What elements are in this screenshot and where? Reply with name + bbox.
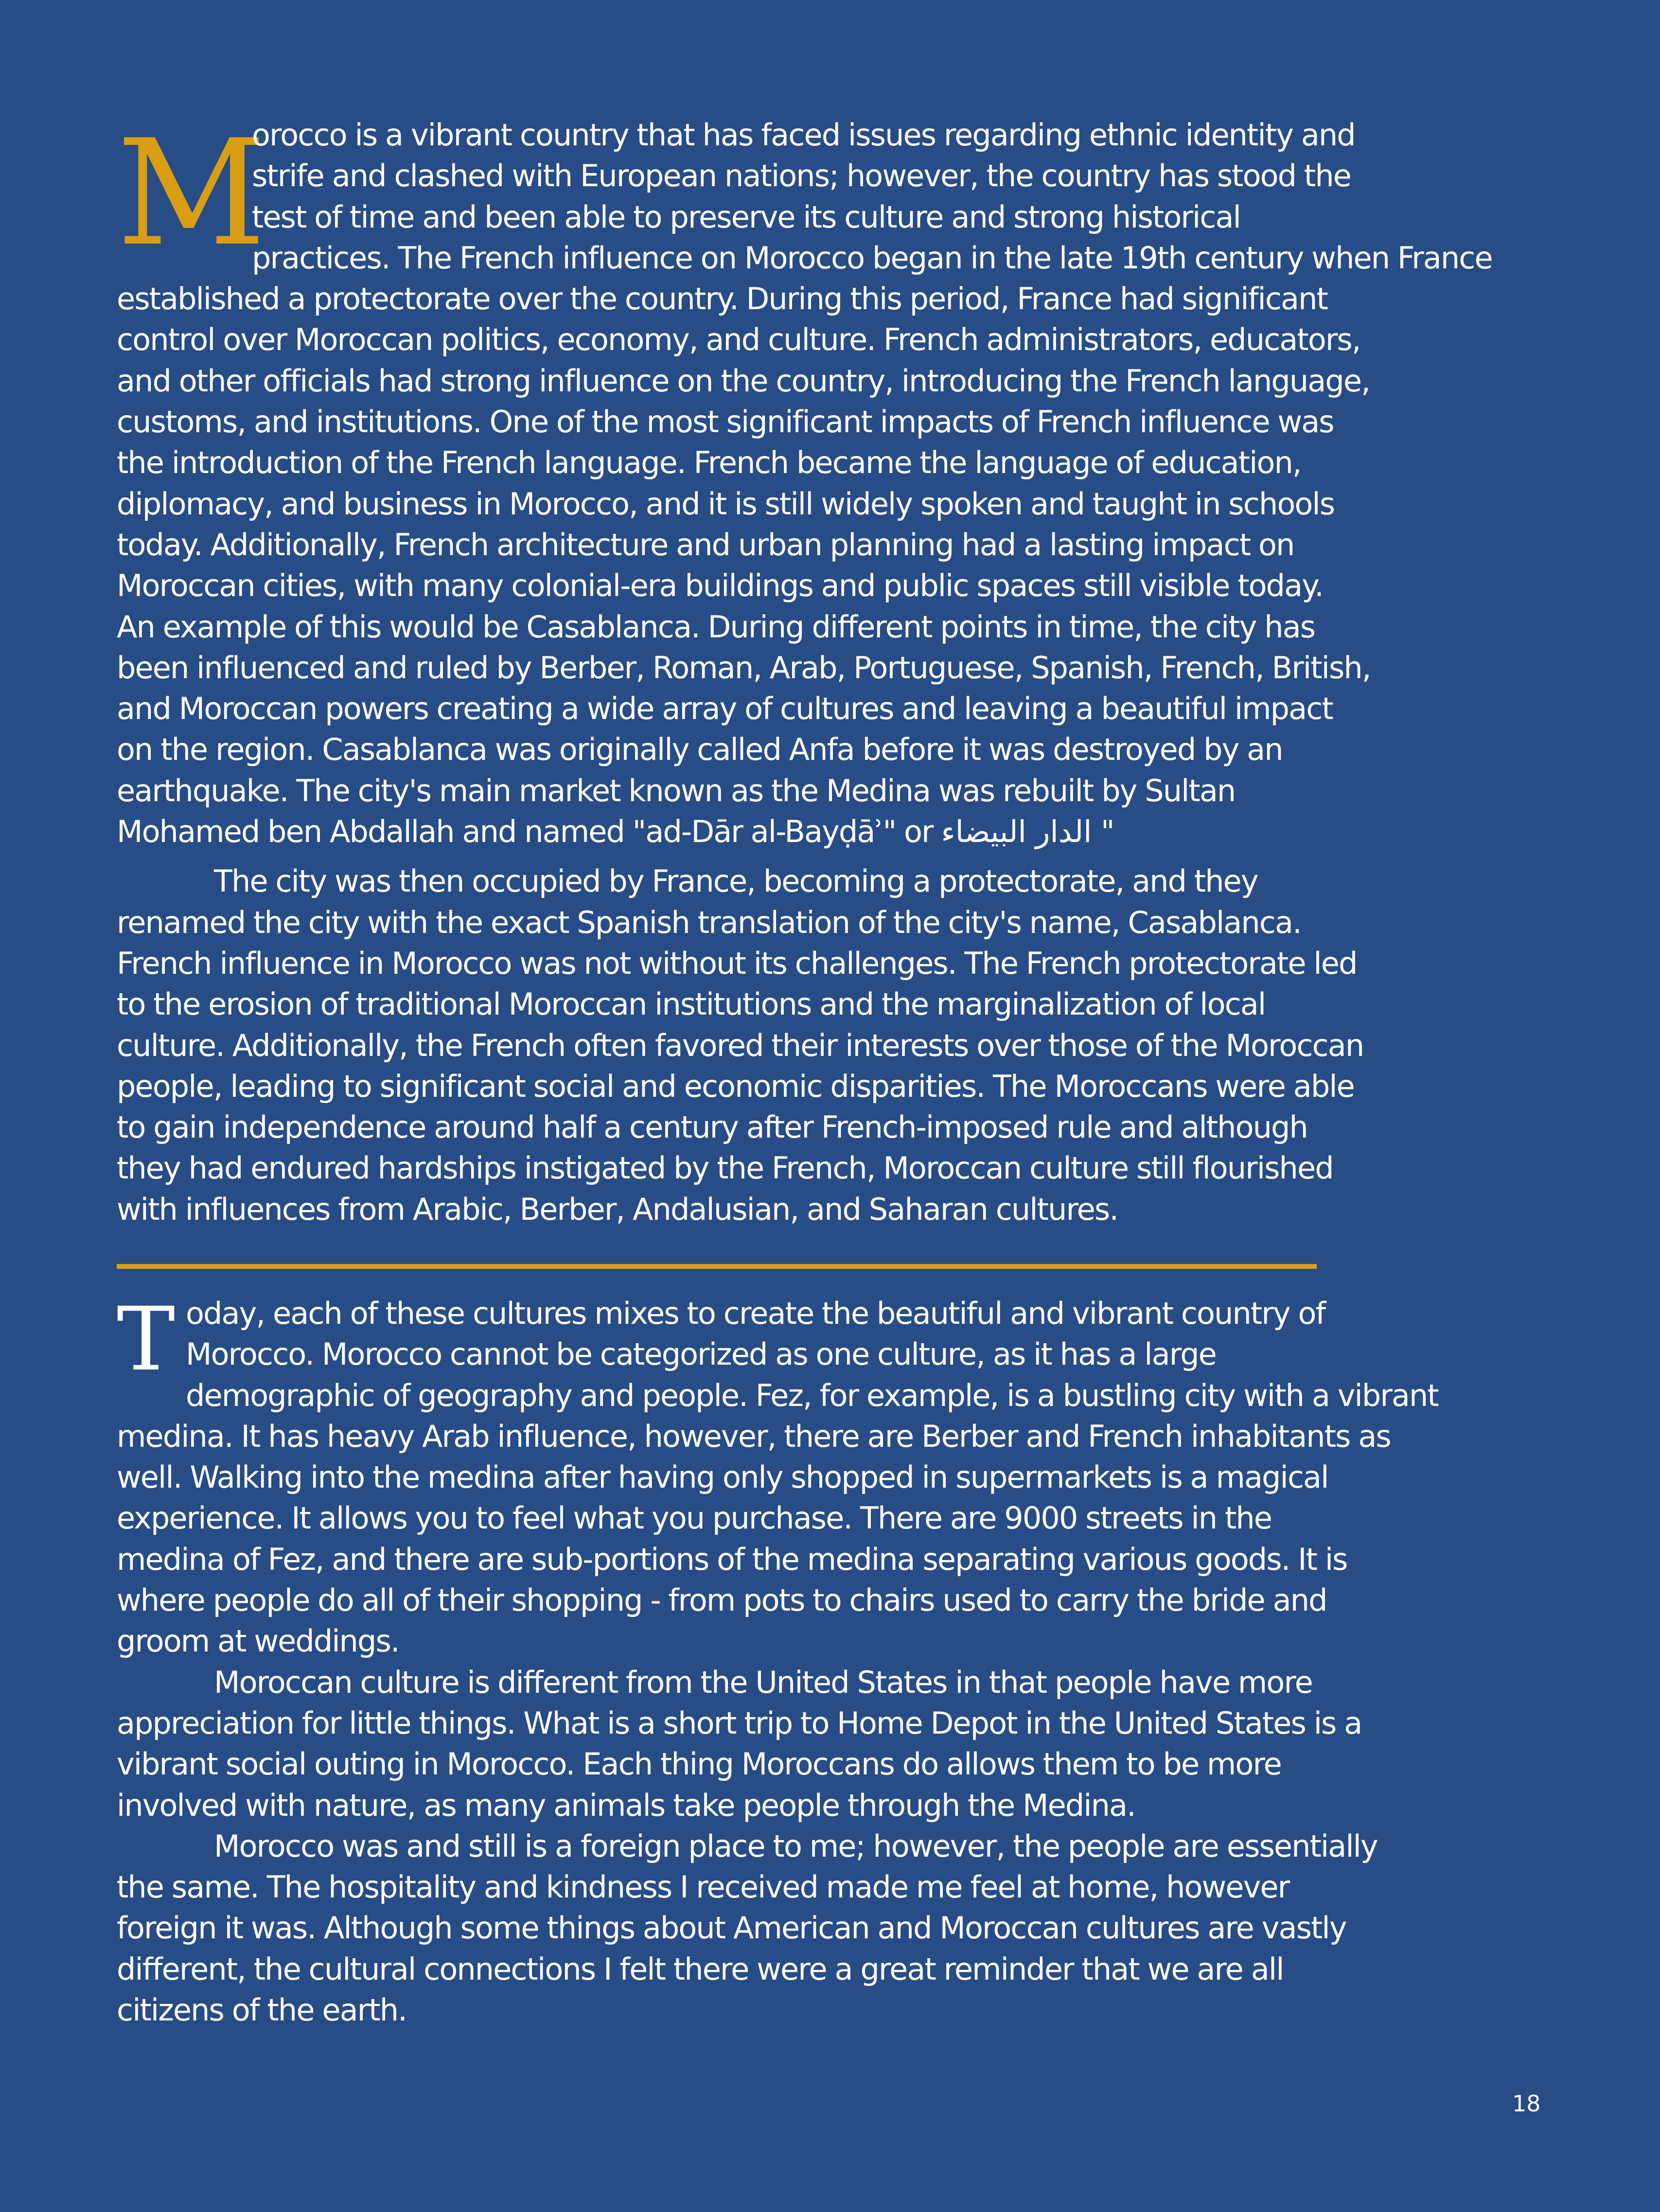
text-line: French influence in Morocco was not without its challenges. The French protectorate led — [117, 945, 1357, 981]
text-line: and Moroccan powers creating a wide array of cultures and leaving a beautiful impact — [117, 691, 1333, 727]
text-line: renamed the city with the exact Spanish translation of the city's name, Casablanca. — [117, 904, 1301, 940]
paragraph-today — [117, 1289, 1556, 1662]
text-line: Moroccan cities, with many colonial-era buildings and public spaces still visible today. — [117, 568, 1323, 604]
text-line: different, the cultural connections I felt there were a great reminder that we are all — [117, 1951, 1284, 1987]
text-line: practices. The French influence on Morocco began in the late 19th century when France — [252, 240, 1492, 276]
text-line: test of time and been able to preserve its culture and strong historical — [252, 199, 1240, 235]
text-line: experience. It allows you to feel what you purchase. There are 9000 streets in the — [117, 1500, 1272, 1536]
text-line: and other officials had strong influence on the country, introducing the French language, — [117, 363, 1370, 399]
text-line: involved with nature, as many animals take people through the Medina. — [117, 1787, 1135, 1823]
text-line: earthquake. The city's main market known as the Medina was rebuilt by Sultan — [117, 772, 1236, 808]
paragraph-french-influence — [117, 108, 1546, 852]
text-line: where people do all of their shopping - from pots to chairs used to carry the bride and — [117, 1582, 1327, 1618]
text-line: today. Additionally, French architecture and urban planning had a lasting impact on — [117, 527, 1294, 562]
text-line: foreign it was. Although some things about American and Moroccan cultures are vastly — [117, 1910, 1346, 1946]
text-line: customs, and institutions. One of the most significant impacts of French influence was — [117, 404, 1334, 440]
text-line: medina of Fez, and there are sub-portions of the medina separating various goods. It is — [117, 1541, 1347, 1577]
text-line: well. Walking into the medina after having only shopped in supermarkets is a magical — [117, 1459, 1328, 1495]
paragraph-appreciation — [117, 1662, 1556, 1826]
text-line: vibrant social outing in Morocco. Each thing Moroccans do allows them to be more — [117, 1746, 1281, 1782]
text-line: Moroccan culture is different from the United States in that people have more — [214, 1664, 1312, 1700]
text-line: they had endured hardships instigated by the French, Moroccan culture still flourished — [117, 1150, 1333, 1186]
text-line: strife and clashed with European nations; however, the country has stood the — [252, 158, 1351, 194]
page-number: 18 — [1512, 2090, 1541, 2117]
text-line: culture. Additionally, the French often favored their interests over those of the Moroccan — [117, 1027, 1364, 1063]
text-line: Morocco. Morocco cannot be categorized as one culture, as it has a large — [186, 1336, 1216, 1372]
dropcap-letter: M — [117, 108, 261, 278]
text-line: demographic of geography and people. Fez, for example, is a bustling city with a vibrant — [186, 1377, 1438, 1413]
text-line: control over Moroccan politics, economy, and culture. French administrators, educators, — [117, 322, 1360, 358]
text-line: groom at weddings. — [117, 1623, 399, 1659]
section-today — [117, 1289, 1556, 2031]
text-line: Mohamed ben Abdallah and named "ad-Dār al-Bayḍāʾ" or الدار البيضاء " — [117, 814, 1115, 850]
text-line: An example of this would be Casablanca. During different points in time, the city has — [117, 609, 1315, 645]
text-line: to gain independence around half a century after French-imposed rule and although — [117, 1109, 1307, 1145]
text-line: the same. The hospitality and kindness I received made me feel at home, however — [117, 1869, 1289, 1905]
text-line: the introduction of the French language. French became the language of education, — [117, 445, 1301, 481]
paragraph-conclusion — [117, 1826, 1556, 2031]
text-line: to the erosion of traditional Moroccan institutions and the marginalization of local — [117, 986, 1266, 1022]
text-line: oday, each of these cultures mixes to create the beautiful and vibrant country of — [186, 1296, 1325, 1331]
section-divider — [117, 1264, 1317, 1269]
text-line: appreciation for little things. What is a short trip to Home Depot in the United States is a — [117, 1705, 1362, 1741]
text-line: been influenced and ruled by Berber, Roman, Arab, Portuguese, Spanish, French, British, — [117, 650, 1371, 685]
text-line: medina. It has heavy Arab influence, however, there are Berber and French inhabitants as — [117, 1418, 1391, 1454]
text-line: diplomacy, and business in Morocco, and it is still widely spoken and taught in schools — [117, 486, 1335, 522]
text-line: Morocco was and still is a foreign place to me; however, the people are essentially — [214, 1828, 1377, 1864]
section-history — [117, 108, 1546, 1230]
paragraph-casablanca — [117, 861, 1546, 1230]
text-line: citizens of the earth. — [117, 1992, 406, 2028]
paragraph-gap — [117, 852, 1546, 861]
text-line: The city was then occupied by France, becoming a protectorate, and they — [214, 863, 1258, 899]
text-line: orocco is a vibrant country that has faced issues regarding ethnic identity and — [252, 117, 1355, 153]
text-line: people, leading to significant social and economic disparities. The Moroccans were able — [117, 1068, 1354, 1104]
text-line: on the region. Casablanca was originally called Anfa before it was destroyed by an — [117, 732, 1283, 768]
text-line: with influences from Arabic, Berber, Andalusian, and Saharan cultures. — [117, 1191, 1118, 1227]
text-line: established a protectorate over the country. During this period, France had significant — [117, 281, 1327, 317]
dropcap-letter: T — [117, 1289, 175, 1390]
